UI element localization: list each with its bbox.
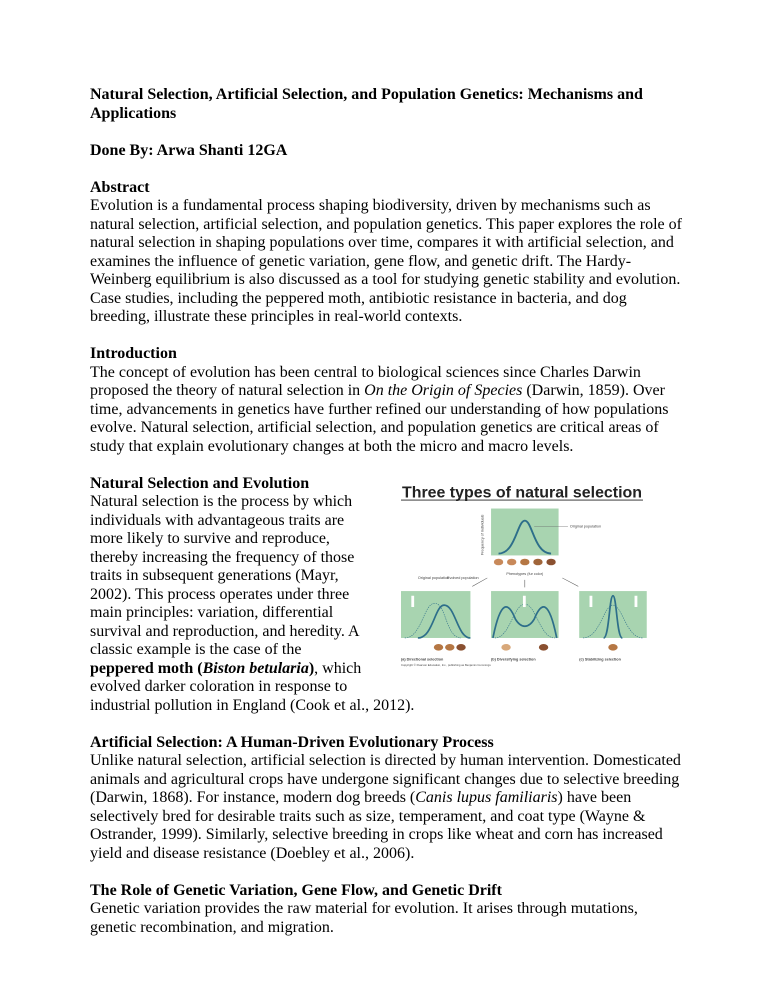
- artificial-selection-text: [90, 752, 686, 863]
- abstract-heading: Abstract: [90, 178, 150, 196]
- y-axis-label: Frequency of individuals: [480, 514, 485, 555]
- text-run: Natural selection is the process by which individuals with advantageous traits are more likely to survive and reproduce, thereby increasing the frequency of those traits in subsequent generations (Mayr, 2002). This process operates under three main principles: variation, differential survival and reproduction, and heredity. A classic example is the case of the: [90, 493, 359, 658]
- introduction-heading: Introduction: [90, 345, 177, 362]
- species-name: Canis lupus familiaris: [415, 789, 558, 806]
- text-run: , which evolved darker coloration in response to industrial pollution in England (Cook et al., 2012).: [90, 659, 415, 714]
- label-original-population-a: Original population: [417, 575, 450, 580]
- natural-selection-section: [90, 475, 686, 716]
- label-evolved-population: Evolved population: [446, 575, 479, 580]
- text-run: (Darwin, 1859). Over time, advancements in genetics have further refined our understanding of how populations evolve. Natural selection, artificial selection, and population genetics are critical areas of study that explain evolutionary changes at both the micro and macro levels.: [90, 382, 669, 455]
- genetic-variation-heading: The Role of Genetic Variation, Gene Flow, and Genetic Drift: [90, 881, 502, 899]
- abstract-text: Evolution is a fundamental process shaping biodiversity, driven by mechanisms such as natural selection, artificial selection, and population genetics. This paper explores the role of natural selection in shaping populations over time, compares it with artificial selection, and examines the influence of genetic variation, gene flow, and genetic drift. The Hardy-Weinberg equilibrium is also discussed as a tool for studying genetic stability and evolution. Case studies, including the peppered moth, antibiotic resistance in bacteria, and dog breeding, illustrate these principles in real-world contexts.: [90, 197, 682, 325]
- natural-selection-heading: Natural Selection and Evolution: [90, 474, 310, 492]
- panel-c-label: (c) Stabilizing selection: [579, 656, 621, 661]
- document-page: [90, 86, 686, 937]
- text-run: The concept of evolution has been central to biological sciences since Charles Darwin proposed the theory of natural selection in: [90, 363, 641, 399]
- panel-b-label: (b) Diversifying selection: [491, 656, 536, 661]
- artificial-selection-section: [90, 734, 686, 864]
- text-run: Unlike natural selection, artificial selection is directed by human intervention. Domesticated animals and agricultural crops have undergone significant changes due to selective breeding (Darwin, 1868). For instance, modern dog breeds (: [90, 752, 681, 806]
- genetic-variation-section: [90, 882, 686, 938]
- artificial-selection-heading: Artificial Selection: A Human-Driven Evolutionary Process: [90, 733, 494, 751]
- label-original-population: Original population: [569, 523, 602, 528]
- bold-term: peppered moth: [90, 659, 194, 677]
- abstract-section: [90, 179, 686, 327]
- panel-a-label: (a) Directional selection: [401, 656, 444, 661]
- author-line: Done By: Arwa Shanti 12GA: [90, 141, 288, 159]
- species-name: Biston betularia: [202, 659, 309, 677]
- book-title: On the Origin of Species: [364, 382, 523, 399]
- introduction-text: [90, 364, 686, 457]
- bold-paren: (: [197, 659, 203, 677]
- mice-icons: [494, 558, 556, 565]
- natural-selection-figure: [386, 473, 658, 681]
- panel-original: [491, 508, 559, 555]
- genetic-variation-text: Genetic variation provides the raw material for evolution. It arises through mutations, genetic recombination, and migration.: [90, 900, 638, 936]
- figure-title: Three types of natural selection: [401, 483, 643, 501]
- introduction-section: [90, 345, 686, 456]
- document-title: Natural Selection, Artificial Selection, and Population Genetics: Mechanisms and Applications: [90, 86, 643, 122]
- copyright-text: Copyright © Pearson Education, Inc., publishing as Benjamin Cummings: [401, 662, 491, 667]
- phenotypes-label: Phenotypes (fur color): [506, 571, 544, 576]
- bold-paren: ): [308, 659, 315, 677]
- text-run: ) have been selectively bred for desirable traits such as size, temperament, and coat type (Wayne & Ostrander, 1999). Similarly, selective breeding in crops like wheat and corn has increased yield and disease resistance (Doebley et al., 2006).: [90, 789, 663, 862]
